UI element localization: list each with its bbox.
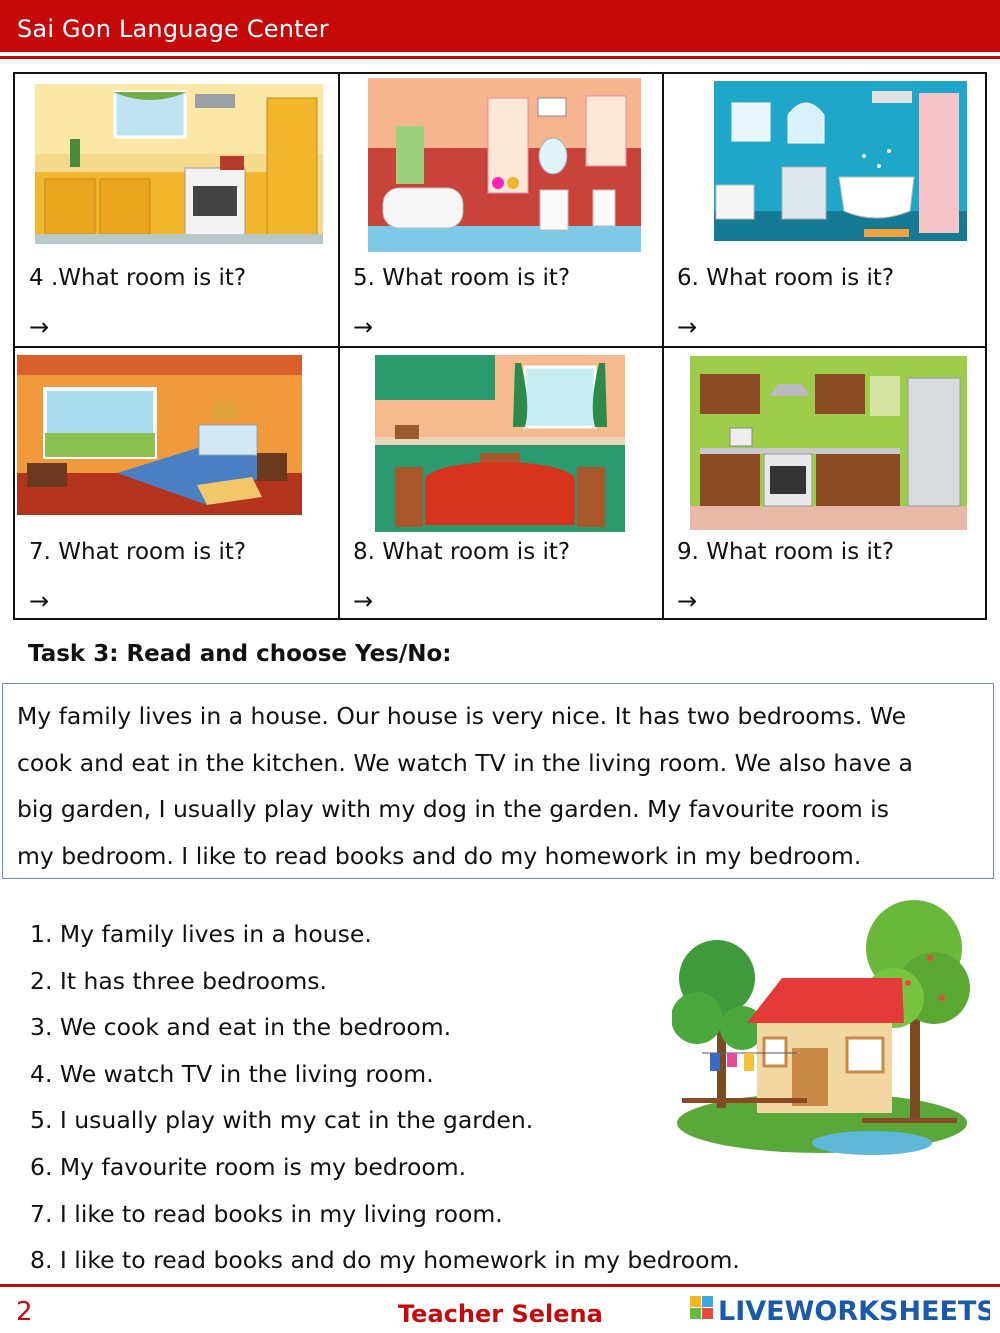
rooms-grid — [13, 72, 987, 620]
task-title: Task 3: Read and choose Yes/No: — [28, 641, 452, 667]
answer-arrow: → — [353, 313, 374, 341]
grid-cell — [664, 74, 987, 346]
grid-cell — [15, 348, 338, 620]
question-text: 9. What room is it? — [677, 539, 895, 565]
answer-arrow: → — [677, 587, 698, 615]
page-number: 2 — [16, 1297, 33, 1327]
question-text: 8. What room is it? — [353, 539, 571, 565]
footer-rule — [0, 1284, 1000, 1287]
question-text: 4 .What room is it? — [29, 265, 247, 291]
answer-arrow: → — [29, 313, 50, 341]
bathroom-image — [368, 78, 641, 252]
kitchen-image — [690, 356, 967, 530]
passage-line: My family lives in a house. Our house is very nice. It has two bedrooms. We — [17, 702, 907, 730]
teacher-name: Teacher Selena — [398, 1300, 603, 1328]
statement: 4. We watch TV in the living room. — [30, 1060, 434, 1088]
statement: 7. I like to read books in my living room. — [30, 1200, 503, 1228]
header-bar — [0, 0, 1000, 52]
statement: 6. My favourite room is my bedroom. — [30, 1153, 467, 1181]
passage-line: big garden, I usually play with my dog in the garden. My favourite room is — [17, 795, 889, 823]
answer-arrow: → — [353, 587, 374, 615]
statement: 1. My family lives in a house. — [30, 920, 372, 948]
dining-room-image — [375, 355, 625, 532]
bedroom-image — [17, 355, 302, 515]
question-text: 7. What room is it? — [29, 539, 247, 565]
svg-text:LIVEWORKSHEETS: LIVEWORKSHEETS — [718, 1296, 990, 1327]
header-title: Sai Gon Language Center — [17, 15, 329, 43]
header-rule — [0, 56, 1000, 59]
liveworksheets-logo[interactable] — [690, 1292, 990, 1328]
passage-line: my bedroom. I like to read books and do my homework in my bedroom. — [17, 842, 862, 870]
answer-arrow: → — [29, 587, 50, 615]
passage-line: cook and eat in the kitchen. We watch TV in the living room. We also have a — [17, 749, 913, 777]
grid-cell — [340, 348, 662, 620]
house-illustration — [672, 888, 972, 1163]
grid-cell — [15, 74, 338, 346]
reading-passage — [2, 683, 994, 879]
grid-cell — [340, 74, 662, 346]
question-text: 6. What room is it? — [677, 265, 895, 291]
grid-cell — [664, 348, 987, 620]
statement: 8. I like to read books and do my homework in my bedroom. — [30, 1246, 740, 1274]
statement: 2. It has three bedrooms. — [30, 967, 327, 995]
answer-arrow: → — [677, 313, 698, 341]
question-text: 5. What room is it? — [353, 265, 571, 291]
statement: 3. We cook and eat in the bedroom. — [30, 1013, 452, 1041]
statement: 5. I usually play with my cat in the garden. — [30, 1106, 534, 1134]
kitchen-image — [35, 84, 323, 244]
bathroom-image — [714, 81, 967, 241]
